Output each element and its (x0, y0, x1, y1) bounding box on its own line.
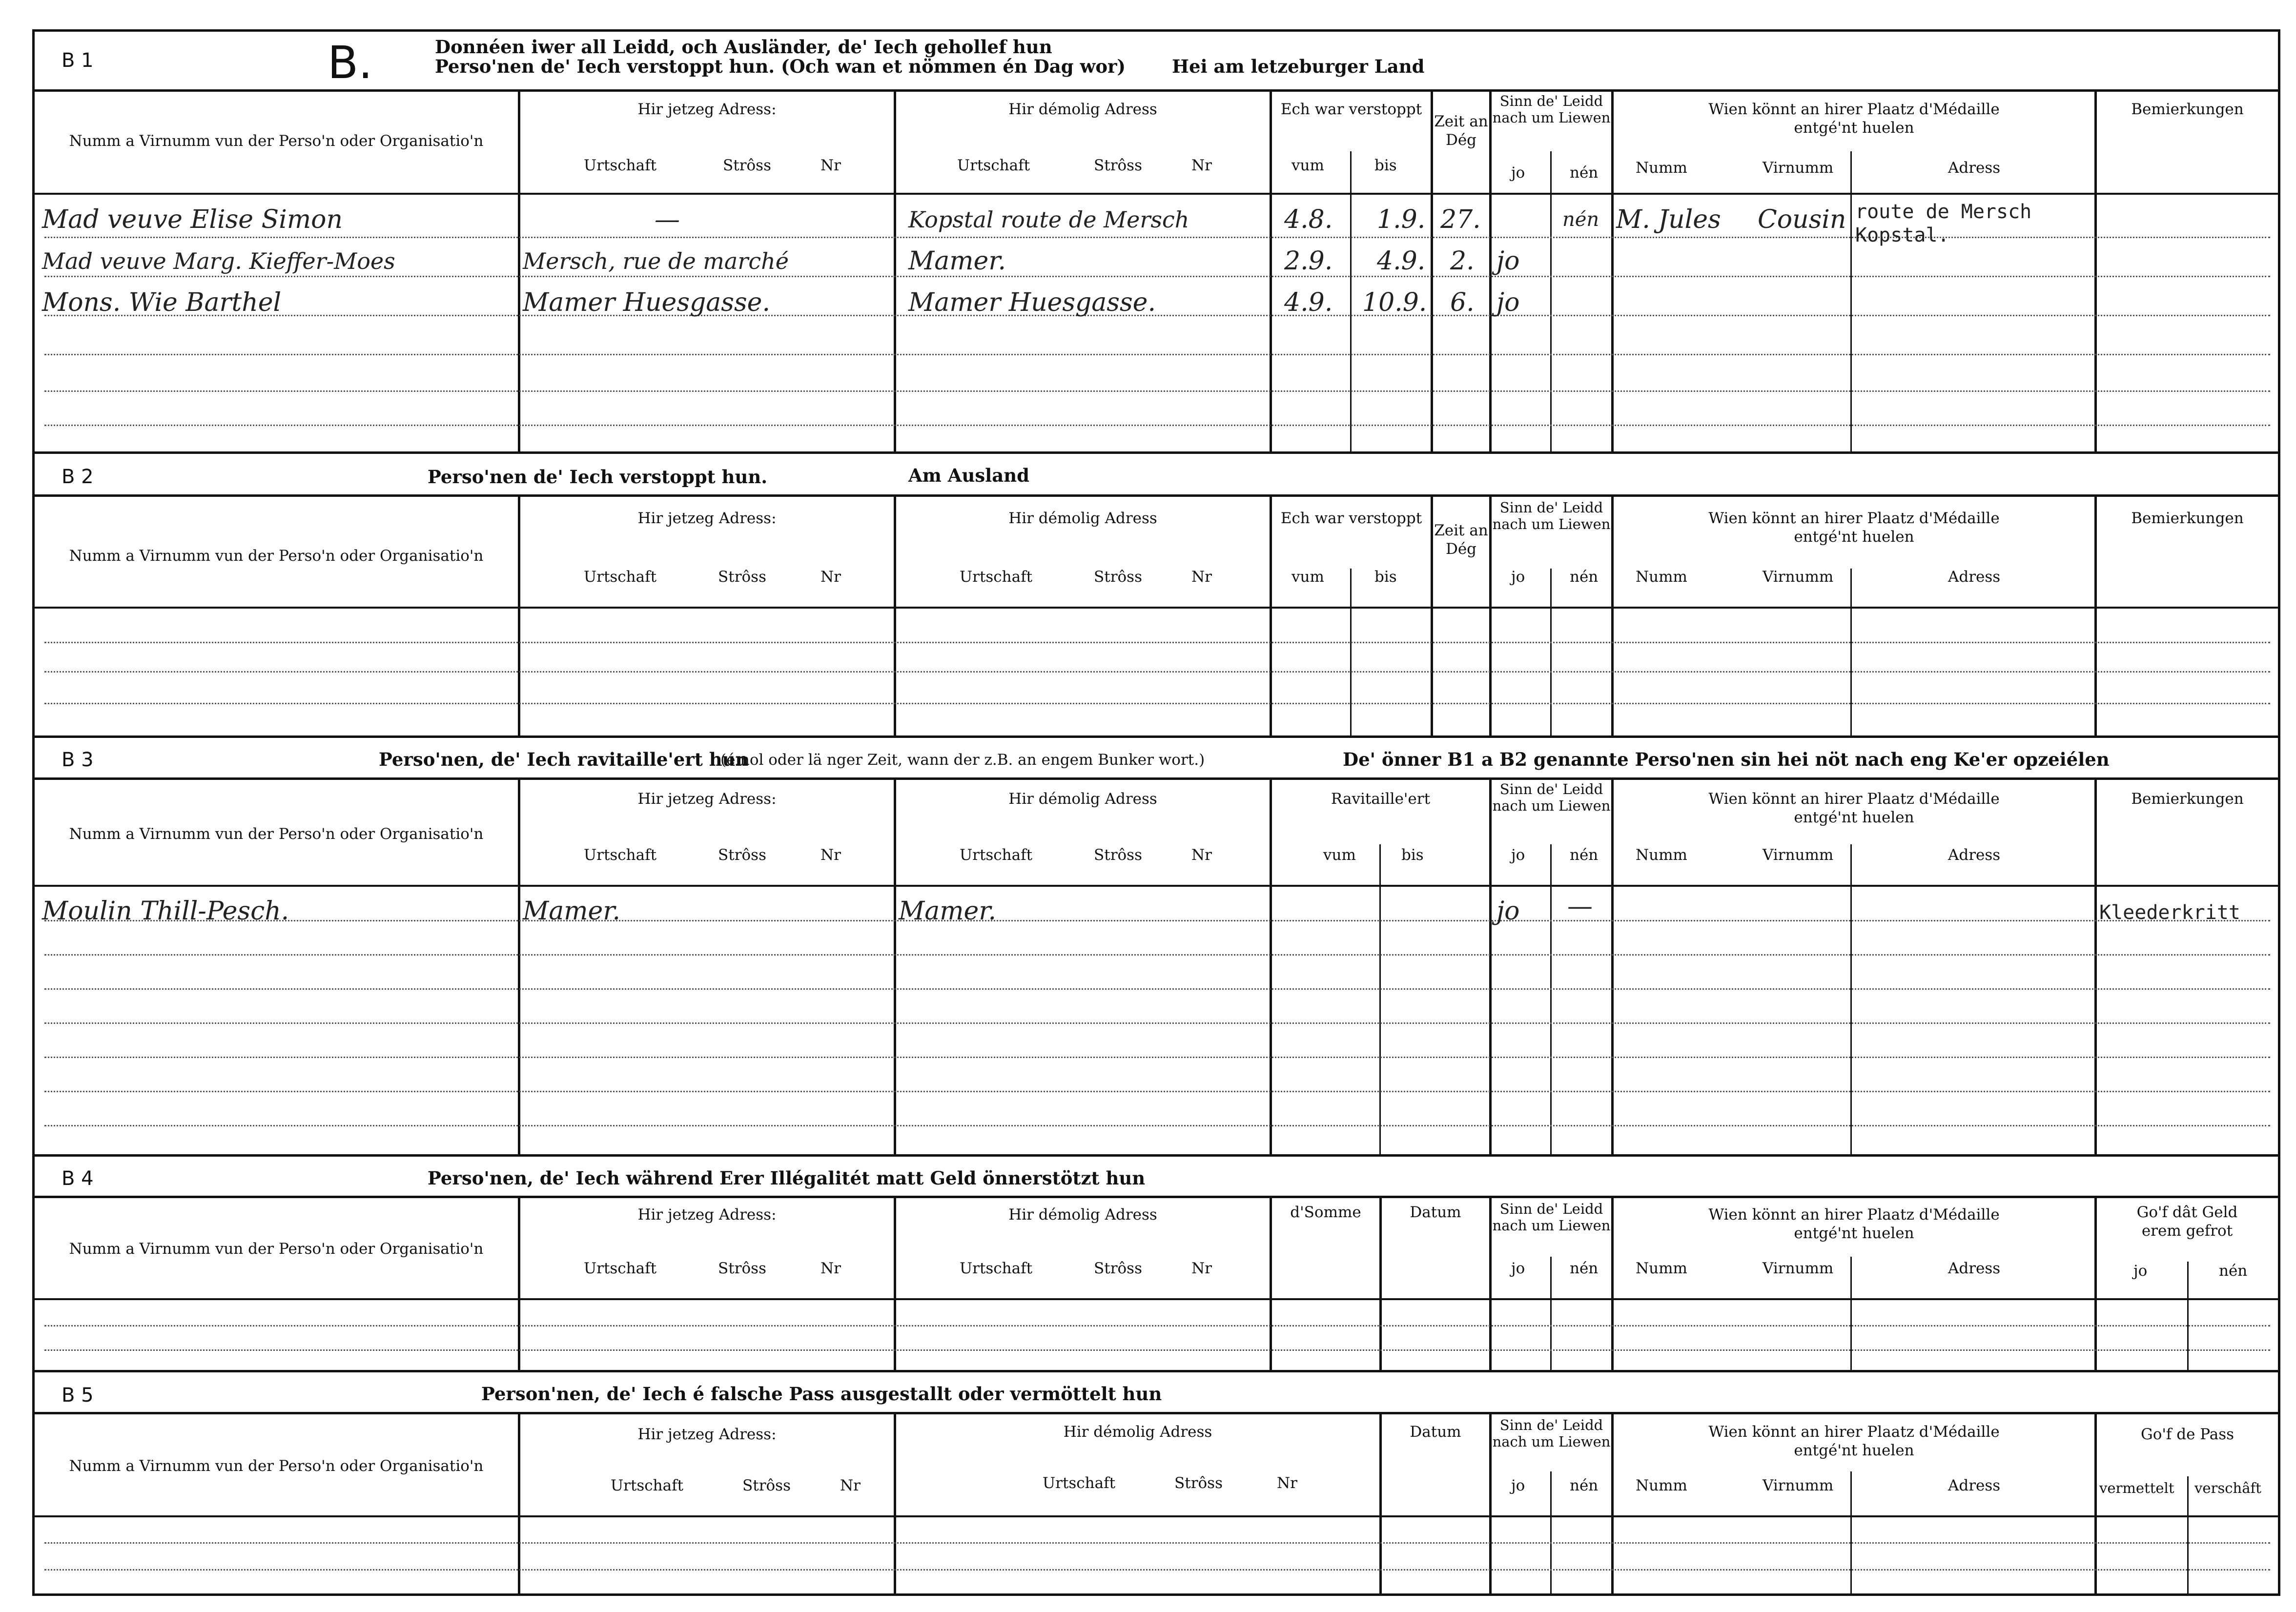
col-arranged-header: vermettelt (2099, 1480, 2174, 1496)
col-to-header: bis (1401, 846, 1424, 864)
table-row-alive: jo (1496, 288, 1520, 317)
table-row-name: Mad veuve Marg. Kieffer-Moes (42, 248, 395, 274)
col-medal-header: Wien könnt an hirer Plaatz d'Médaille entgé'nt huelen (1708, 101, 2000, 137)
col-street-header: Strôss (1174, 1474, 1223, 1492)
table-row-days: 6. (1450, 288, 1475, 317)
col-days-header: Zeit an Dég (1434, 113, 1488, 149)
col-town-header: Urtschaft (584, 1260, 657, 1277)
col-remarks-header: Bemierkungen (2131, 510, 2244, 527)
table-row-to: 1.9. (1377, 205, 1426, 234)
table-row-name: Mons. Wie Barthel (42, 288, 282, 317)
col-medal-header: Wien könnt an hirer Plaatz d'Médaille entgé'nt huelen (1708, 1423, 2000, 1459)
col-nr-header: Nr (840, 1477, 861, 1494)
table-row-medal-first: Cousin (1758, 205, 1846, 234)
section-b2-place: Am Ausland (908, 465, 1029, 486)
col-no-header: nén (1570, 568, 1599, 586)
col-nr-header: Nr (1191, 157, 1212, 174)
col-town-header: Urtschaft (960, 1260, 1033, 1277)
col-medal-first-header: Virnumm (1763, 846, 1834, 864)
col-medal-addr-header: Adress (1948, 1260, 2001, 1277)
col-yes-header: jo (1511, 1477, 1525, 1494)
table-row-from: 2.9. (1284, 246, 1333, 276)
table-row-current: Mamer Huesgasse. (523, 288, 770, 317)
table-row-current: Mersch, rue de marché (523, 248, 789, 274)
table-row-former: Mamer Huesgasse. (908, 288, 1156, 317)
col-nr-header: Nr (820, 1260, 841, 1277)
col-hidden-header: Ech war verstoppt (1280, 510, 1422, 527)
section-b3-title: Perso'nen, de' Iech ravitaille'ert hun (379, 749, 749, 770)
col-pass-header: Go'f de Pass (2140, 1426, 2234, 1443)
table-row-former: Kopstal route de Mersch (908, 206, 1189, 233)
col-town-header: Urtschaft (611, 1477, 684, 1494)
col-medal-first-header: Virnumm (1763, 1260, 1834, 1277)
section-b5-title: Person'nen, de' Iech é falsche Pass ausgestallt oder vermöttelt hun (481, 1383, 1162, 1405)
col-medal-name-header: Numm (1636, 1477, 1687, 1494)
col-town-header: Urtschaft (960, 568, 1033, 586)
col-medal-addr-header: Adress (1948, 1477, 2001, 1494)
section-b2-title: Perso'nen de' Iech verstoppt hun. (428, 466, 768, 488)
col-name-header: Numm a Virnumm vun der Perso'n oder Organisatio'n (69, 825, 484, 843)
table-row-to: 4.9. (1377, 246, 1426, 276)
col-medal-header: Wien könnt an hirer Plaatz d'Médaille entgé'nt huelen (1708, 510, 2000, 546)
col-street-header: Strôss (718, 846, 766, 864)
section-b3-instruction: De' önner B1 a B2 genannte Perso'nen sin hei nöt nach eng Ke'er opzeiélen (1343, 749, 2110, 770)
col-town-header: Urtschaft (960, 846, 1033, 864)
col-yes-header: jo (2133, 1262, 2148, 1280)
col-name-header: Numm a Virnumm vun der Perso'n oder Organisatio'n (69, 547, 484, 565)
table-row-alive-no: — (1567, 892, 1593, 921)
col-alive-header: Sinn de' Leidd nach um Liewen (1492, 499, 1611, 532)
col-yes-header: jo (1511, 164, 1525, 182)
col-hidden-header: Ech war verstoppt (1280, 101, 1422, 118)
col-nr-header: Nr (820, 846, 841, 864)
col-nr-header: Nr (820, 568, 841, 586)
col-alive-header: Sinn de' Leidd nach um Liewen (1492, 1417, 1611, 1450)
col-nr-header: Nr (1191, 1260, 1212, 1277)
table-row-remarks: Kleederkritt (2099, 901, 2240, 924)
section-b4-title: Perso'nen, de' Iech während Erer Illégalitét matt Geld önnerstötzt hun (428, 1167, 1146, 1189)
col-current-address-header: Hir jetzeg Adress: (637, 790, 777, 808)
col-remarks-header: Bemierkungen (2131, 101, 2244, 118)
col-medal-addr-header: Adress (1948, 159, 2001, 177)
col-name-header: Numm a Virnumm vun der Perso'n oder Organisatio'n (69, 1457, 484, 1475)
col-medal-header: Wien könnt an hirer Plaatz d'Médaille entgé'nt huelen (1708, 1206, 2000, 1242)
col-former-address-header: Hir démolig Adress (1008, 510, 1157, 527)
section-b2-id: B 2 (62, 466, 94, 488)
col-street-header: Strôss (723, 157, 771, 174)
col-street-header: Strôss (1094, 1260, 1142, 1277)
col-medal-name-header: Numm (1636, 1260, 1687, 1277)
table-row-alive: nén (1562, 208, 1599, 231)
table-row-former: Mamer. (899, 897, 997, 926)
col-town-header: Urtschaft (584, 568, 657, 586)
col-former-address-header: Hir démolig Adress (1063, 1423, 1212, 1441)
col-street-header: Strôss (1094, 157, 1142, 174)
table-row-name: Moulin Thill-Pesch. (42, 897, 289, 926)
col-to-header: bis (1374, 568, 1397, 586)
col-current-address-header: Hir jetzeg Adress: (637, 510, 777, 527)
section-b5-id: B 5 (62, 1384, 94, 1407)
col-from-header: vum (1292, 157, 1324, 174)
table-row-medal-name: M. Jules (1616, 205, 1721, 234)
col-medal-name-header: Numm (1636, 159, 1687, 177)
col-supplied-header: Ravitaille'ert (1331, 790, 1431, 808)
col-nr-header: Nr (1191, 846, 1212, 864)
registration-form (32, 29, 2280, 1596)
section-b3-id: B 3 (62, 749, 94, 771)
col-from-header: vum (1323, 846, 1356, 864)
col-sum-header: d'Somme (1290, 1204, 1361, 1221)
col-medal-name-header: Numm (1636, 568, 1687, 586)
col-town-header: Urtschaft (584, 157, 657, 174)
table-row-name: Mad veuve Elise Simon (42, 205, 343, 234)
col-days-header: Zeit an Dég (1434, 522, 1488, 558)
section-b1-title-line3: Hei am letzeburger Land (1172, 56, 1425, 77)
col-street-header: Strôss (1094, 846, 1142, 864)
table-row-days: 2. (1450, 246, 1475, 276)
col-medal-first-header: Virnumm (1763, 159, 1834, 177)
col-town-header: Urtschaft (1043, 1474, 1116, 1492)
section-b4-id: B 4 (62, 1167, 94, 1190)
col-medal-addr-header: Adress (1948, 846, 2001, 864)
col-nr-header: Nr (820, 157, 841, 174)
section-b1-id: B 1 (62, 49, 94, 72)
col-nr-header: Nr (1277, 1474, 1297, 1492)
col-bought-header: verschâft (2194, 1480, 2261, 1496)
col-street-header: Strôss (718, 1260, 766, 1277)
col-from-header: vum (1292, 568, 1324, 586)
col-alive-header: Sinn de' Leidd nach um Liewen (1492, 1201, 1611, 1234)
col-date-header: Datum (1410, 1204, 1461, 1221)
col-alive-header: Sinn de' Leidd nach um Liewen (1492, 93, 1611, 126)
col-yes-header: jo (1511, 568, 1525, 586)
col-medal-first-header: Virnumm (1763, 1477, 1834, 1494)
col-yes-header: jo (1511, 846, 1525, 864)
col-to-header: bis (1374, 157, 1397, 174)
col-former-address-header: Hir démolig Adress (1008, 1206, 1157, 1224)
col-town-header: Urtschaft (957, 157, 1030, 174)
col-yes-header: jo (1511, 1260, 1525, 1277)
section-b1-title-line1: Donnéen iwer all Leidd, och Ausländer, de' Iech gehollef hun (435, 36, 1052, 58)
col-medal-addr-header: Adress (1948, 568, 2001, 586)
col-no-header: nén (1570, 1260, 1599, 1277)
col-no-header: nén (2219, 1262, 2248, 1280)
col-date-header: Datum (1410, 1423, 1461, 1441)
table-row-to: 10.9. (1362, 288, 1427, 317)
section-b1-title-line2: Perso'nen de' Iech verstoppt hun. (Och wan et nömmen én Dag wor) (435, 56, 1126, 77)
table-row-alive: jo (1496, 246, 1520, 276)
col-medal-first-header: Virnumm (1763, 568, 1834, 586)
table-row-current: — (655, 205, 680, 234)
section-letter: B. (328, 37, 373, 89)
table-row-from: 4.9. (1284, 288, 1333, 317)
col-medal-name-header: Numm (1636, 846, 1687, 864)
col-street-header: Strôss (742, 1477, 791, 1494)
col-no-header: nén (1570, 846, 1599, 864)
table-row-from: 4.8. (1284, 205, 1333, 234)
col-nr-header: Nr (1191, 568, 1212, 586)
col-no-header: nén (1570, 1477, 1599, 1494)
col-current-address-header: Hir jetzeg Adress: (637, 101, 777, 118)
col-street-header: Strôss (718, 568, 766, 586)
table-row-current: Mamer. (523, 897, 621, 926)
col-money-header: Go'f dât Geld erem gefrot (2136, 1204, 2238, 1240)
col-current-address-header: Hir jetzeg Adress: (637, 1426, 777, 1443)
col-street-header: Strôss (1094, 568, 1142, 586)
table-row-alive: jo (1496, 897, 1520, 926)
col-name-header: Numm a Virnumm vun der Perso'n oder Organisatio'n (69, 132, 484, 150)
col-town-header: Urtschaft (584, 846, 657, 864)
col-former-address-header: Hir démolig Adress (1008, 790, 1157, 808)
col-alive-header: Sinn de' Leidd nach um Liewen (1492, 781, 1611, 814)
col-name-header: Numm a Virnumm vun der Perso'n oder Organisatio'n (69, 1240, 484, 1258)
section-b3-note: (émol oder lä nger Zeit, wann der z.B. an engem Bunker wort.) (720, 751, 1205, 769)
col-current-address-header: Hir jetzeg Adress: (637, 1206, 777, 1224)
table-row-former: Mamer. (908, 246, 1006, 276)
col-no-header: nén (1570, 164, 1599, 182)
table-row-medal-addr: route de Mersch Kopstal. (1855, 201, 2032, 246)
col-remarks-header: Bemierkungen (2131, 790, 2244, 808)
col-medal-header: Wien könnt an hirer Plaatz d'Médaille entgé'nt huelen (1708, 790, 2000, 826)
col-former-address-header: Hir démolig Adress (1008, 101, 1157, 118)
table-row-days: 27. (1440, 205, 1481, 234)
